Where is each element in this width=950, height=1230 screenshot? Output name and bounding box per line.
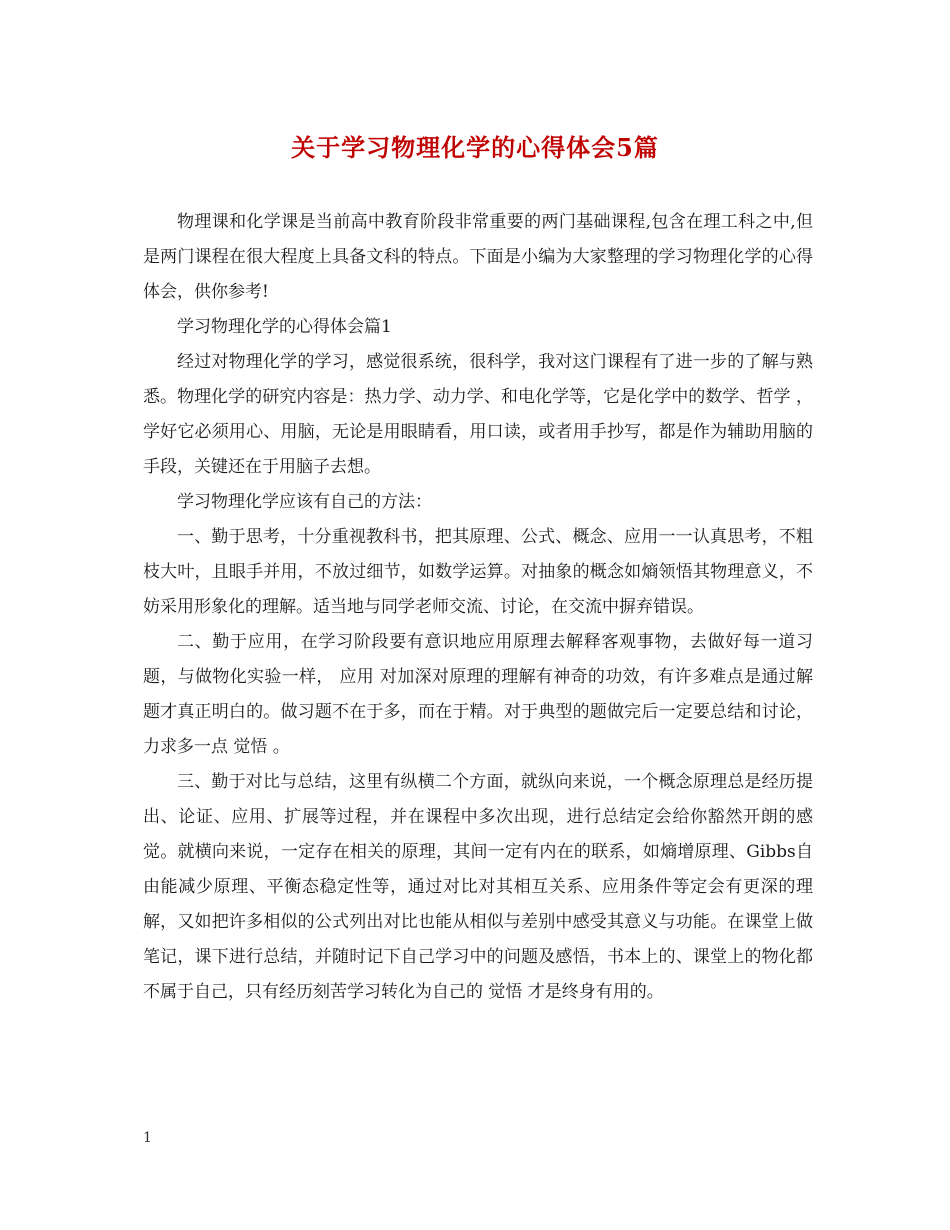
document-body bbox=[143, 205, 813, 1010]
section-heading: 学习物理化学的心得体会篇1 bbox=[177, 317, 392, 337]
body-paragraph: 经过对物理化学的学习，感觉很系统，很科学，我对这门课程有了进一步的了解与熟悉。物理化学的研究内容是：热力学、动力学、和电化学等，它是化学中的数学、哲学 ，学好它必须用心、用脑，无论是用眼睛看，用口读，或者用手抄写，都是作为辅助用脑的手段，关键还在于用脑子去想。 bbox=[143, 352, 813, 477]
intro-paragraph: 物理课和化学课是当前高中教育阶段非常重要的两门基础课程,包含在理工科之中,但是两门课程在很大程度上具备文科的特点。下面是小编为大家整理的学习物理化学的心得体会，供你参考! bbox=[143, 212, 813, 302]
document-title: 关于学习物理化学的心得体会5篇 bbox=[291, 133, 659, 162]
method-paragraph-2: 二、勤于应用，在学习阶段要有意识地应用原理去解释客观事物，去做好每一道习题，与做物化实验一样， 应用 对加深对原理的理解有神奇的功效，有许多难点是通过解题才真正明白的。做习题不在于多，而在于精。对于典型的题做完后一定要总结和讨论，力求多一点 觉悟 。 bbox=[143, 632, 813, 757]
method-paragraph-1: 一、勤于思考，十分重视教科书，把其原理、公式、概念、应用一一认真思考，不粗枝大叶，且眼手并用，不放过细节，如数学运算。对抽象的概念如熵领悟其物理意义，不妨采用形象化的理解。适当地与同学老师交流、讨论，在交流中摒弃错误。 bbox=[143, 527, 813, 617]
method-paragraph-3: 三、勤于对比与总结，这里有纵横二个方面，就纵向来说，一个概念原理总是经历提出、论证、应用、扩展等过程，并在课程中多次出现，进行总结定会给你豁然开朗的感觉。就横向来说，一定存在相关的原理，其间一定有内在的联系，如熵增原理、Gibbs自由能减少原理、平衡态稳定性等，通过对比对其相互关系、应用条件等定会有更深的理解，又如把许多相似的公式列出对比也能从相似与差别中感受其意义与功能。在课堂上做笔记，课下进行总结，并随时记下自己学习中的问题及感悟，书本上的、课堂上的物化都不属于自己，只有经历刻苦学习转化为自己的 觉悟 才是终身有用的。 bbox=[143, 772, 813, 1002]
methods-heading: 学习物理化学应该有自己的方法： bbox=[177, 492, 432, 512]
page-number: 1 bbox=[143, 1130, 152, 1146]
